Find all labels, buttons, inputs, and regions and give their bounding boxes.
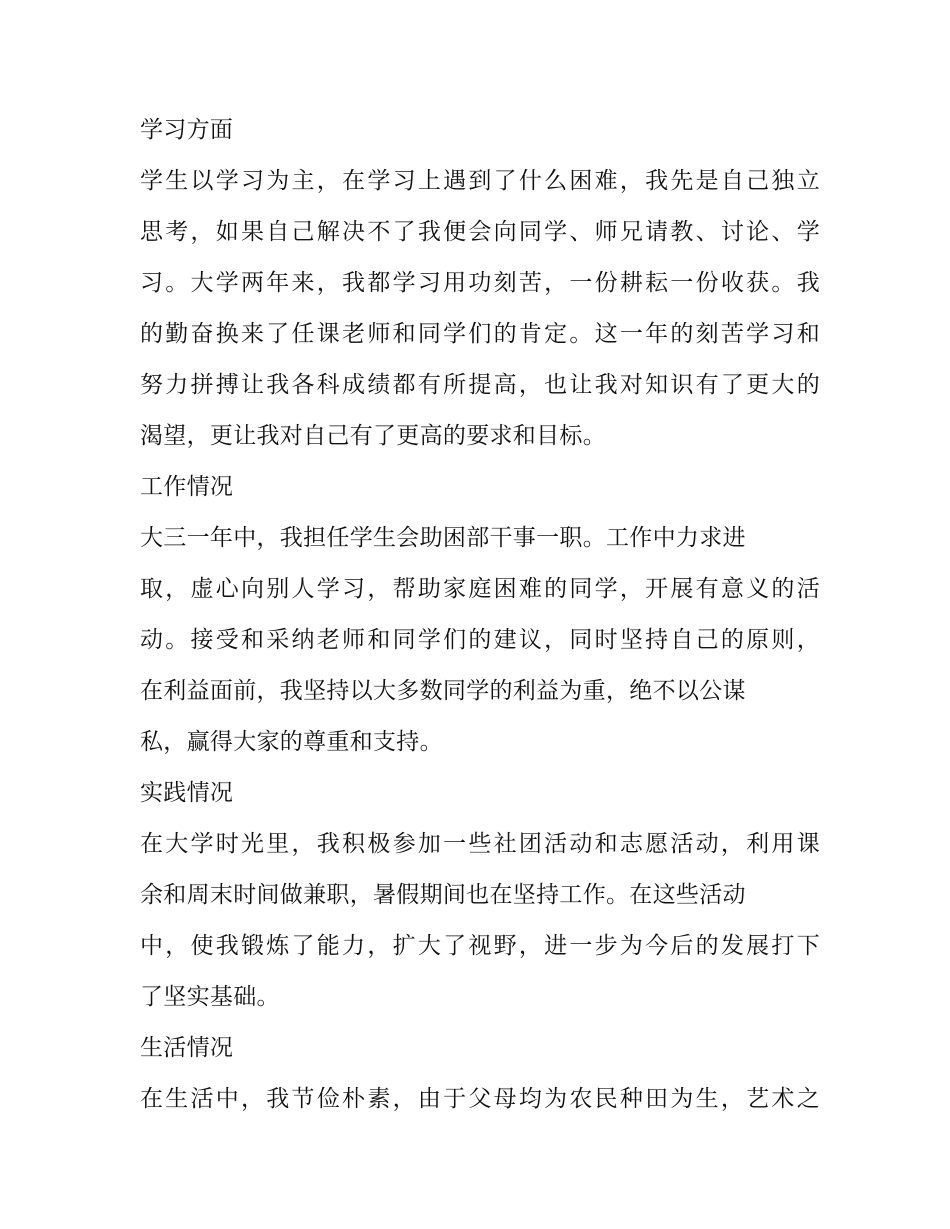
- paragraph-line: 取，虚心向别人学习，帮助家庭困难的同学，开展有意义的活: [140, 576, 820, 602]
- paragraph-line: 余和周末时间做兼职，暑假期间也在坚持工作。在这些活动: [140, 882, 746, 908]
- paragraph-line: 在生活中，我节俭朴素，由于父母均为农民种田为生，艺术之: [140, 1086, 820, 1112]
- document-body: [140, 108, 820, 1128]
- section-heading-study: 学习方面: [140, 117, 234, 143]
- paragraph-line: 了坚实基础。: [140, 984, 280, 1010]
- paragraph-line: 在大学时光里，我积极参加一些社团活动和志愿活动，利用课: [140, 831, 820, 857]
- section-heading-work: 工作情况: [140, 474, 234, 500]
- paragraph-line: 思考，如果自己解决不了我便会向同学、师兄请教、讨论、学: [140, 219, 820, 245]
- section-heading-life: 生活情况: [140, 1035, 234, 1061]
- paragraph-line: 大三一年中，我担任学生会助困部干事一职。工作中力求进: [140, 525, 746, 551]
- paragraph-line: 在利益面前，我坚持以大多数同学的利益为重，绝不以公谋: [140, 678, 746, 704]
- paragraph-line: 学生以学习为主，在学习上遇到了什么困难，我先是自己独立: [140, 168, 820, 194]
- paragraph-line: 的勤奋换来了任课老师和同学们的肯定。这一年的刻苦学习和: [140, 321, 820, 347]
- section-heading-practice: 实践情况: [140, 780, 234, 806]
- paragraph-line: 努力拼搏让我各科成绩都有所提高，也让我对知识有了更大的: [140, 372, 820, 398]
- paragraph-line: 中，使我锻炼了能力，扩大了视野，进一步为今后的发展打下: [140, 933, 820, 959]
- paragraph-line: 动。接受和采纳老师和同学们的建议，同时坚持自己的原则，: [140, 627, 820, 653]
- paragraph-line: 渴望，更让我对自己有了更高的要求和目标。: [140, 423, 606, 449]
- paragraph-line: 习。大学两年来，我都学习用功刻苦，一份耕耘一份收获。我: [140, 270, 820, 296]
- paragraph-line: 私，赢得大家的尊重和支持。: [140, 729, 443, 755]
